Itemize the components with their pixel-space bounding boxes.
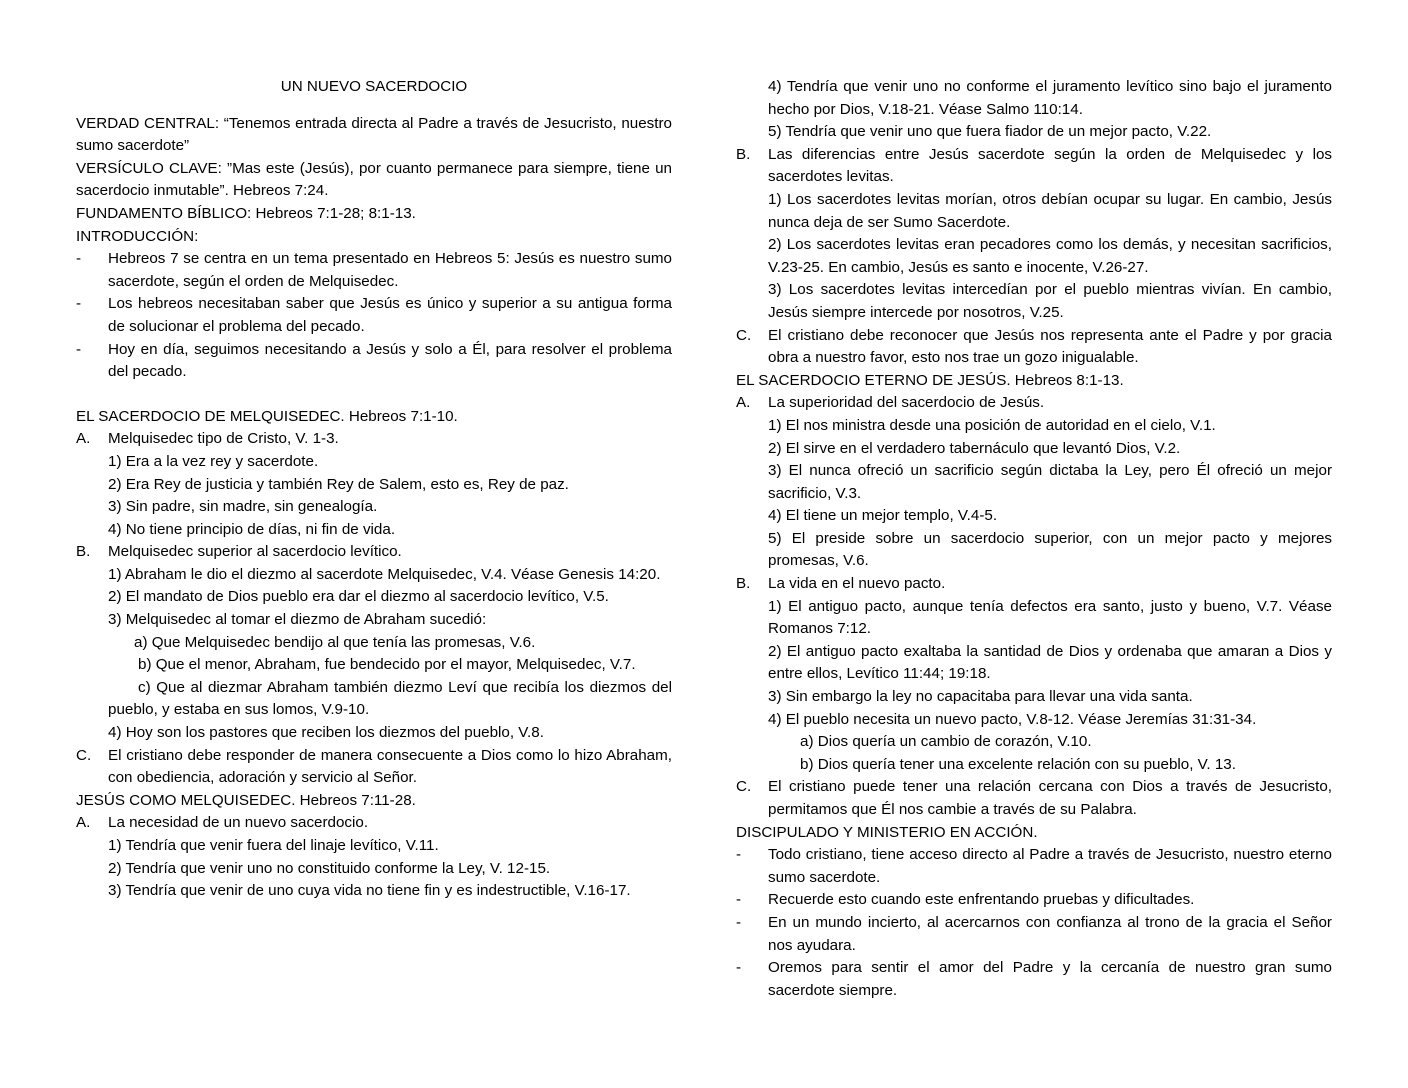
document-title: UN NUEVO SACERDOCIO	[280, 78, 468, 95]
sub-item: 3) Tendría que venir de uno cuya vida no tiene fin y es indestructible, V.16-17.	[108, 882, 631, 900]
bullet-marker: -	[76, 295, 82, 313]
sub-item: 2) El mandato de Dios pueblo era dar el diezmo al sacerdocio levítico, V.5.	[108, 588, 609, 606]
action-item	[736, 957, 1332, 1002]
sub-item: 4) El tiene un mejor templo, V.4-5.	[768, 507, 998, 525]
bullet-marker: -	[736, 891, 742, 909]
sub-item: 1) El nos ministra desde una posición de autoridad en el cielo, V.1.	[768, 416, 1216, 434]
sub-item: 2) El sirve en el verdadero tabernáculo que levantó Dios, V.2.	[768, 439, 1181, 457]
outline-item	[76, 428, 672, 451]
outline-text: Las diferencias entre Jesús sacerdote según la orden de Melquisedec y los sacerdotes levitas.	[768, 145, 1332, 186]
right-column	[736, 76, 1332, 1002]
outline-text: Melquisedec tipo de Cristo, V. 1-3.	[108, 430, 339, 448]
section-heading: EL SACERDOCIO ETERNO DE JESÚS. Hebreos 8:1-13.	[736, 371, 1124, 389]
intro-item	[76, 339, 672, 384]
outline-item	[76, 745, 672, 790]
action-text: Recuerde esto cuando este enfrentando pruebas y dificultades.	[768, 891, 1195, 909]
section-heading: JESÚS COMO MELQUISEDEC. Hebreos 7:11-28.	[76, 791, 416, 809]
intro-heading: INTRODUCCIÓN:	[76, 227, 199, 245]
outline-text: La necesidad de un nuevo sacerdocio.	[108, 814, 369, 832]
intro-item	[76, 248, 672, 293]
action-text: Oremos para sentir el amor del Padre y la cercanía de nuestro gran sumo sacerdote siempre.	[768, 959, 1332, 999]
sub-item: 1) Abraham le dio el diezmo al sacerdote Melquisedec, V.4. Véase Genesis 14:20.	[108, 565, 661, 583]
outline-marker: C.	[76, 746, 92, 764]
bullet-marker: -	[736, 913, 742, 931]
fundamento-biblico: FUNDAMENTO BÍBLICO: Hebreos 7:1-28; 8:1-13.	[76, 204, 416, 222]
versiculo-clave: VERSÍCULO CLAVE: ”Mas este (Jesús), por cuanto permanece para siempre, tiene un sacerdocio inmutable”. Hebreos 7:24.	[76, 159, 672, 200]
action-item	[736, 844, 1332, 889]
sub-item: 1) Tendría que venir fuera del linaje levítico, V.11.	[108, 837, 439, 854]
sub-item: 4) Tendría que venir uno no conforme el juramento levítico sino bajo el juramento hecho por Dios, V.18-21. Véase Salmo 110:14.	[768, 78, 1332, 118]
sub-sub-item: a) Que Melquisedec bendijo al que tenía las promesas, V.6.	[134, 633, 536, 651]
outline-text: El cristiano debe reconocer que Jesús nos representa ante el Padre y por gracia obra a nuestro favor, esto nos trae un gozo inigualable.	[768, 326, 1332, 367]
outline-text: El cristiano puede tener una relación cercana con Dios a través de Jesucristo, permitamos que Él nos cambie a través de su Palabra.	[768, 778, 1332, 818]
outline-item	[736, 392, 1332, 415]
outline-text: La superioridad del sacerdocio de Jesús.	[768, 394, 1045, 412]
sub-item: 2) Tendría que venir uno no constituido conforme la Ley, V. 12-15.	[108, 859, 551, 877]
outline-marker: C.	[736, 326, 752, 344]
sub-item: 1) El antiguo pacto, aunque tenía defectos era santo, justo y bueno, V.7. Véase Romanos 7:12.	[768, 597, 1332, 638]
bullet-marker: -	[736, 959, 742, 977]
sub-item: 4) El pueblo necesita un nuevo pacto, V.8-12. Véase Jeremías 31:31-34.	[768, 710, 1257, 728]
action-item	[736, 889, 1332, 912]
section-heading: DISCIPULADO Y MINISTERIO EN ACCIÓN.	[736, 823, 1038, 841]
spacer	[76, 384, 672, 406]
sub-item: 2) El antiguo pacto exaltaba la santidad de Dios y ordenaba que amaran a Dios y entre ellos, Levítico 11:44; 19:18.	[768, 642, 1332, 683]
outline-item	[736, 325, 1332, 370]
sub-sub-item: b) Que el menor, Abraham, fue bendecido por el mayor, Melquisedec, V.7.	[138, 656, 636, 674]
sub-item: 5) Tendría que venir uno que fuera fiador de un mejor pacto, V.22.	[768, 123, 1212, 141]
sub-item: 2) Los sacerdotes levitas eran pecadores como los demás, y necesitan sacrificios, V.23-25. En cambio, Jesús es santo e inocente, V.26-27.	[768, 236, 1332, 276]
intro-item	[76, 293, 672, 338]
bullet-marker: -	[76, 340, 82, 358]
outline-marker: C.	[736, 778, 752, 796]
outline-item	[76, 812, 672, 835]
sub-item: 1) Era a la vez rey y sacerdote.	[108, 452, 319, 470]
sub-item: 3) El nunca ofreció un sacrificio según dictaba la Ley, pero Él ofreció un mejor sacrificio, V.3.	[768, 462, 1332, 502]
action-item	[736, 912, 1332, 957]
sub-sub-item: a) Dios quería un cambio de corazón, V.10.	[800, 733, 1092, 751]
intro-text: Los hebreos necesitaban saber que Jesús es único y superior a su antigua forma de solucionar el problema del pecado.	[108, 295, 672, 335]
sub-item: 3) Sin padre, sin madre, sin genealogía.	[108, 498, 378, 516]
outline-marker: B.	[736, 145, 751, 163]
sub-item: 3) Melquisedec al tomar el diezmo de Abraham sucedió:	[108, 611, 487, 629]
sub-sub-item: b) Dios quería tener una excelente relación con su pueblo, V. 13.	[800, 755, 1236, 773]
outline-item	[736, 573, 1332, 596]
outline-marker: A.	[76, 430, 91, 448]
intro-text: Hebreos 7 se centra en un tema presentado en Hebreos 5: Jesús es nuestro sumo sacerdote, según el orden de Melquisedec.	[108, 250, 672, 290]
action-text: Todo cristiano, tiene acceso directo al Padre a través de Jesucristo, nuestro eterno sumo sacerdote.	[768, 846, 1332, 886]
sub-item: 3) Sin embargo la ley no capacitaba para llevar una vida santa.	[768, 688, 1193, 706]
outline-marker: A.	[76, 814, 91, 832]
verdad-central: VERDAD CENTRAL: “Tenemos entrada directa al Padre a través de Jesucristo, nuestro sumo sacerdote”	[76, 114, 672, 155]
section-heading: EL SACERDOCIO DE MELQUISEDEC. Hebreos 7:1-10.	[76, 407, 458, 425]
action-text: En un mundo incierto, al acercarnos con confianza al trono de la gracia el Señor nos ayudara.	[768, 913, 1332, 954]
sub-sub-item: c) Que al diezmar Abraham también diezmo Leví que recibía los diezmos del pueblo, y estaba en sus lomos, V.9-10.	[108, 678, 672, 719]
outline-text: La vida en el nuevo pacto.	[768, 575, 946, 593]
sub-item: 5) El preside sobre un sacerdocio superior, con un mejor pacto y mejores promesas, V.6.	[768, 529, 1332, 570]
sub-item: 1) Los sacerdotes levitas morían, otros debían ocupar su lugar. En cambio, Jesús nunca deja de ser Sumo Sacerdote.	[768, 190, 1332, 231]
sub-item: 4) No tiene principio de días, ni fin de vida.	[108, 520, 396, 538]
sub-item: 3) Los sacerdotes levitas intercedían por el pueblo mientras vivían. En cambio, Jesús siempre intercede por nosotros, V.25.	[768, 281, 1332, 321]
outline-item	[736, 776, 1332, 821]
outline-marker: B.	[76, 543, 91, 561]
sub-item: 4) Hoy son los pastores que reciben los diezmos del pueblo, V.8.	[108, 724, 544, 742]
outline-marker: A.	[736, 394, 751, 412]
bullet-marker: -	[76, 250, 82, 268]
left-column	[76, 76, 672, 903]
outline-item	[736, 144, 1332, 189]
bullet-marker: -	[736, 846, 742, 864]
intro-text: Hoy en día, seguimos necesitando a Jesús y solo a Él, para resolver el problema del pecado.	[108, 340, 672, 381]
outline-text: Melquisedec superior al sacerdocio levítico.	[108, 543, 402, 561]
sub-item: 2) Era Rey de justicia y también Rey de Salem, esto es, Rey de paz.	[108, 475, 569, 493]
outline-marker: B.	[736, 575, 751, 593]
outline-item	[76, 541, 672, 564]
outline-text: El cristiano debe responder de manera consecuente a Dios como lo hizo Abraham, con obediencia, adoración y servicio al Señor.	[108, 746, 672, 787]
